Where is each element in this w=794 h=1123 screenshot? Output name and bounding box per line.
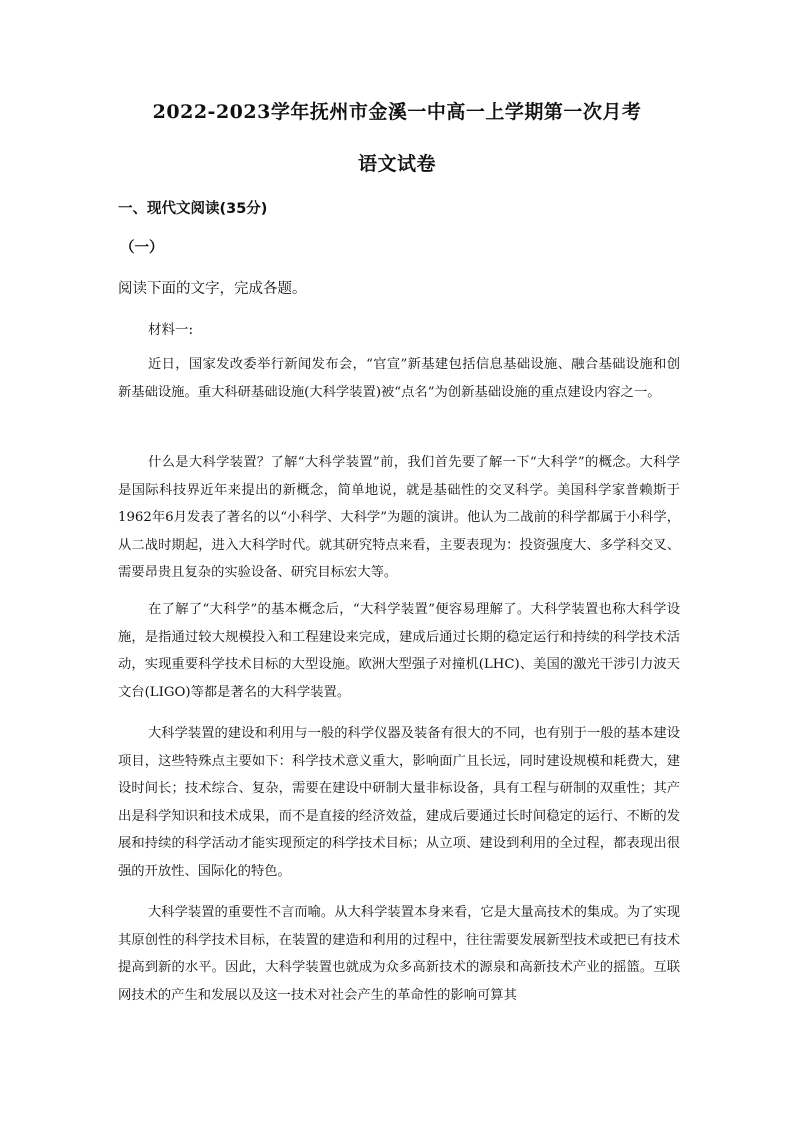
- material-label: 材料一:: [148, 322, 194, 338]
- paragraph: 在了解了“大科学”的基本概念后，“大科学装置”便容易理解了。大科学装置也称大科学设施，是指通过较大规模投入和工程建设来完成，建成后通过长期的稳定运行和持续的科学技术活动，实现重要科学技术目标的大型设施。欧洲大型强子对撞机(LHC)、美国的激光干涉引力波天文台(LIGO)等都是著名的大科学装置。: [118, 602, 680, 700]
- paragraph: 大科学装置的重要性不言而喻。从大科学装置本身来看，它是大量高技术的集成。为了实现其原创性的科学技术目标，在装置的建造和利用的过程中，往往需要发展新型技术或把已有技术提高到新的水平。因此，大科学装置也就成为众多高新技术的源泉和高新技术产业的摇篮。互联网技术的产生和发展以及这一技术对社会产生的革命性的影响可算其: [118, 905, 680, 1003]
- exam-title: 2022-2023学年抚州市金溪一中高一上学期第一次月考: [152, 101, 642, 123]
- reading-instruction: 阅读下面的文字，完成各题。: [118, 281, 307, 297]
- paragraph: 近日，国家发改委举行新闻发布会，“官宣”新基建包括信息基础设施、融合基础设施和创新基础设施。重大科研基础设施(大科学装置)被“点名”为创新基础设施的重点建设内容之一。: [118, 357, 680, 400]
- section-heading: 一、现代文阅读(35分): [118, 201, 268, 217]
- paragraph: 什么是大科学装置？了解“大科学装置”前，我们首先要了解一下“大科学”的概念。大科学是国际科技界近年来提出的新概念，简单地说，就是基础性的交叉科学。美国科学家普赖斯于1962年6月发表了著名的以“小科学、大科学”为题的演讲。他认为二战前的科学都属于小科学，从二战时期起，进入大科学时代。就其研究特点来看，主要表现为：投资强度大、多学科交叉、需要昂贵且复杂的实验设备、研究目标宏大等。: [118, 455, 680, 580]
- exam-subtitle: 语文试卷: [357, 153, 436, 175]
- paragraph: 大科学装置的建设和利用与一般的科学仪器及装备有很大的不同，也有别于一般的基本建设项目，这些特殊点主要如下：科学技术意义重大，影响面广且长远，同时建设规模和耗费大，建设时间长；技术综合、复杂，需要在建设中研制大量非标设备，具有工程与研制的双重性；其产出是科学知识和技术成果，而不是直接的经济效益，建成后要通过长时间稳定的运行、不断的发展和持续的科学活动才能实现预定的科学技术目标；从立项、建设到利用的全过程，都表现出很强的开放性、国际化的特色。: [118, 726, 680, 879]
- subsection-heading: （一）: [120, 240, 164, 256]
